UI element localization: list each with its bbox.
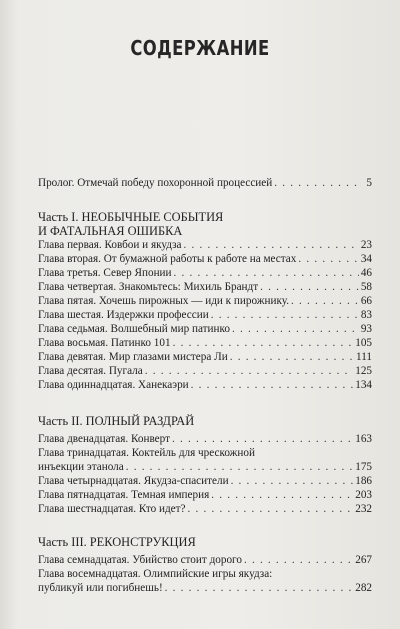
dot-leader [174,266,359,280]
toc-entry-title: инъекции этанола [38,461,124,473]
toc-entry-title: Глава одиннадцатая. Ханекаэри [38,379,189,391]
toc-entry-chapter-1 [38,238,372,252]
toc-entry-title: публикуй или погибнешь! [38,582,163,594]
toc-entry-chapter-15 [38,488,372,502]
dot-leader [291,294,359,308]
dot-leader [165,581,354,595]
toc-entry-chapter-9 [38,350,372,364]
toc-entry-chapter-18-line-1: Глава восемнадцатая. Олимпийские игры якудза: [38,568,273,580]
dot-leader [298,252,358,266]
toc-entry-page: 23 [360,239,372,251]
dot-leader [126,460,354,474]
toc-entry-page: 34 [360,253,372,265]
dot-leader [183,238,358,252]
toc-entry-page: 46 [360,267,372,279]
dot-leader [230,350,354,364]
toc-entry-prologue [38,176,372,190]
toc-entry-title: Пролог. Отмечай победу похоронной процессией [38,177,273,189]
toc-entry-page: 125 [355,365,372,377]
dot-leader [211,488,353,502]
toc-entry-title: Глава вторая. От бумажной работы к работе на местах [38,253,297,265]
part-heading-1-line-2: И ФАТАЛЬНАЯ ОШИБКА [38,224,183,238]
dot-leader [232,322,359,336]
toc-entry-title: Глава шестая. Издержки профессии [38,309,209,321]
toc-entry-title: Глава третья. Север Японии [38,267,172,279]
dot-leader [260,280,359,294]
toc-entry-chapter-11 [38,378,372,392]
toc-entry-page: 186 [355,475,372,487]
toc-entry-title: Глава пятнадцатая. Темная империя [38,489,210,501]
toc-entry-title: Глава восьмая. Патинко 101 [38,337,171,349]
toc-entry-chapter-2 [38,252,372,266]
dot-leader [188,502,354,516]
dot-leader [244,553,353,567]
part-heading-1-line-1: Часть I. НЕОБЫЧНЫЕ СОБЫТИЯ [38,210,224,224]
toc-entry-page: 66 [360,295,372,307]
toc-entry-chapter-17 [38,553,372,567]
toc-entry-page: 134 [355,379,372,391]
toc-entry-title: Глава седьмая. Волшебный мир патинко [38,323,230,335]
toc-entry-title: Глава двенадцатая. Конверт [38,433,170,445]
toc-entry-chapter-10 [38,364,372,378]
toc-entry-page: 111 [356,351,372,363]
toc-entry-title: Глава пятая. Хочешь пирожных — иди к пирожнику. [38,295,290,307]
toc-entry-page: 163 [355,433,372,445]
toc-entry-title: Глава десятая. Пугала [38,365,143,377]
toc-entry-page: 58 [360,281,372,293]
toc-entry-page: 105 [355,337,372,349]
toc-entry-page: 93 [360,323,372,335]
toc-entry-chapter-4 [38,280,372,294]
toc-entry-title: Глава четырнадцатая. Якудза-спасители [38,475,229,487]
toc-entry-chapter-3 [38,266,372,280]
toc-entry-title: Глава девятая. Мир глазами мистера Ли [38,351,228,363]
toc-entry-chapter-8 [38,336,372,350]
part-heading-3: Часть III. РЕКОНСТРУКЦИЯ [38,535,196,549]
toc-entry-chapter-18 [38,581,372,595]
toc-entry-title: Глава семнадцатая. Убийство стоит дорого [38,554,242,566]
dot-leader [231,474,354,488]
toc-entry-chapter-14 [38,474,372,488]
toc-entry-chapter-13 [38,460,372,474]
dot-leader [211,308,359,322]
toc-entry-chapter-16 [38,502,372,516]
part-heading-2: Часть II. ПОЛНЫЙ РАЗДРАЙ [38,414,195,428]
dot-leader [191,378,354,392]
toc-entry-chapter-13-line-1: Глава тринадцатая. Коктейль для чрескожной [38,447,255,459]
toc-entry-page: 203 [355,489,372,501]
toc-entry-page: 5 [366,177,372,189]
toc-entry-title: Глава четвертая. Знакомьтесь: Михиль Брандт [38,281,259,293]
toc-entry-page: 83 [360,309,372,321]
toc-entry-chapter-7 [38,322,372,336]
toc-entry-chapter-6 [38,308,372,322]
toc-entry-page: 282 [355,582,372,594]
dot-leader [145,364,353,378]
toc-entry-page: 175 [355,461,372,473]
toc-entry-page: 232 [355,503,372,515]
dot-leader [274,176,360,190]
toc-entry-title: Глава первая. Ковбои и якудза [38,239,182,251]
toc-entry-chapter-12 [38,432,372,446]
toc-entry-page: 267 [355,554,372,566]
toc-entry-title: Глава шестнадцатая. Кто идет? [38,503,186,515]
dot-leader [173,336,354,350]
dot-leader [172,432,353,446]
toc-entry-chapter-5 [38,294,372,308]
page-title: СОДЕРЖАНИЕ [130,36,270,60]
